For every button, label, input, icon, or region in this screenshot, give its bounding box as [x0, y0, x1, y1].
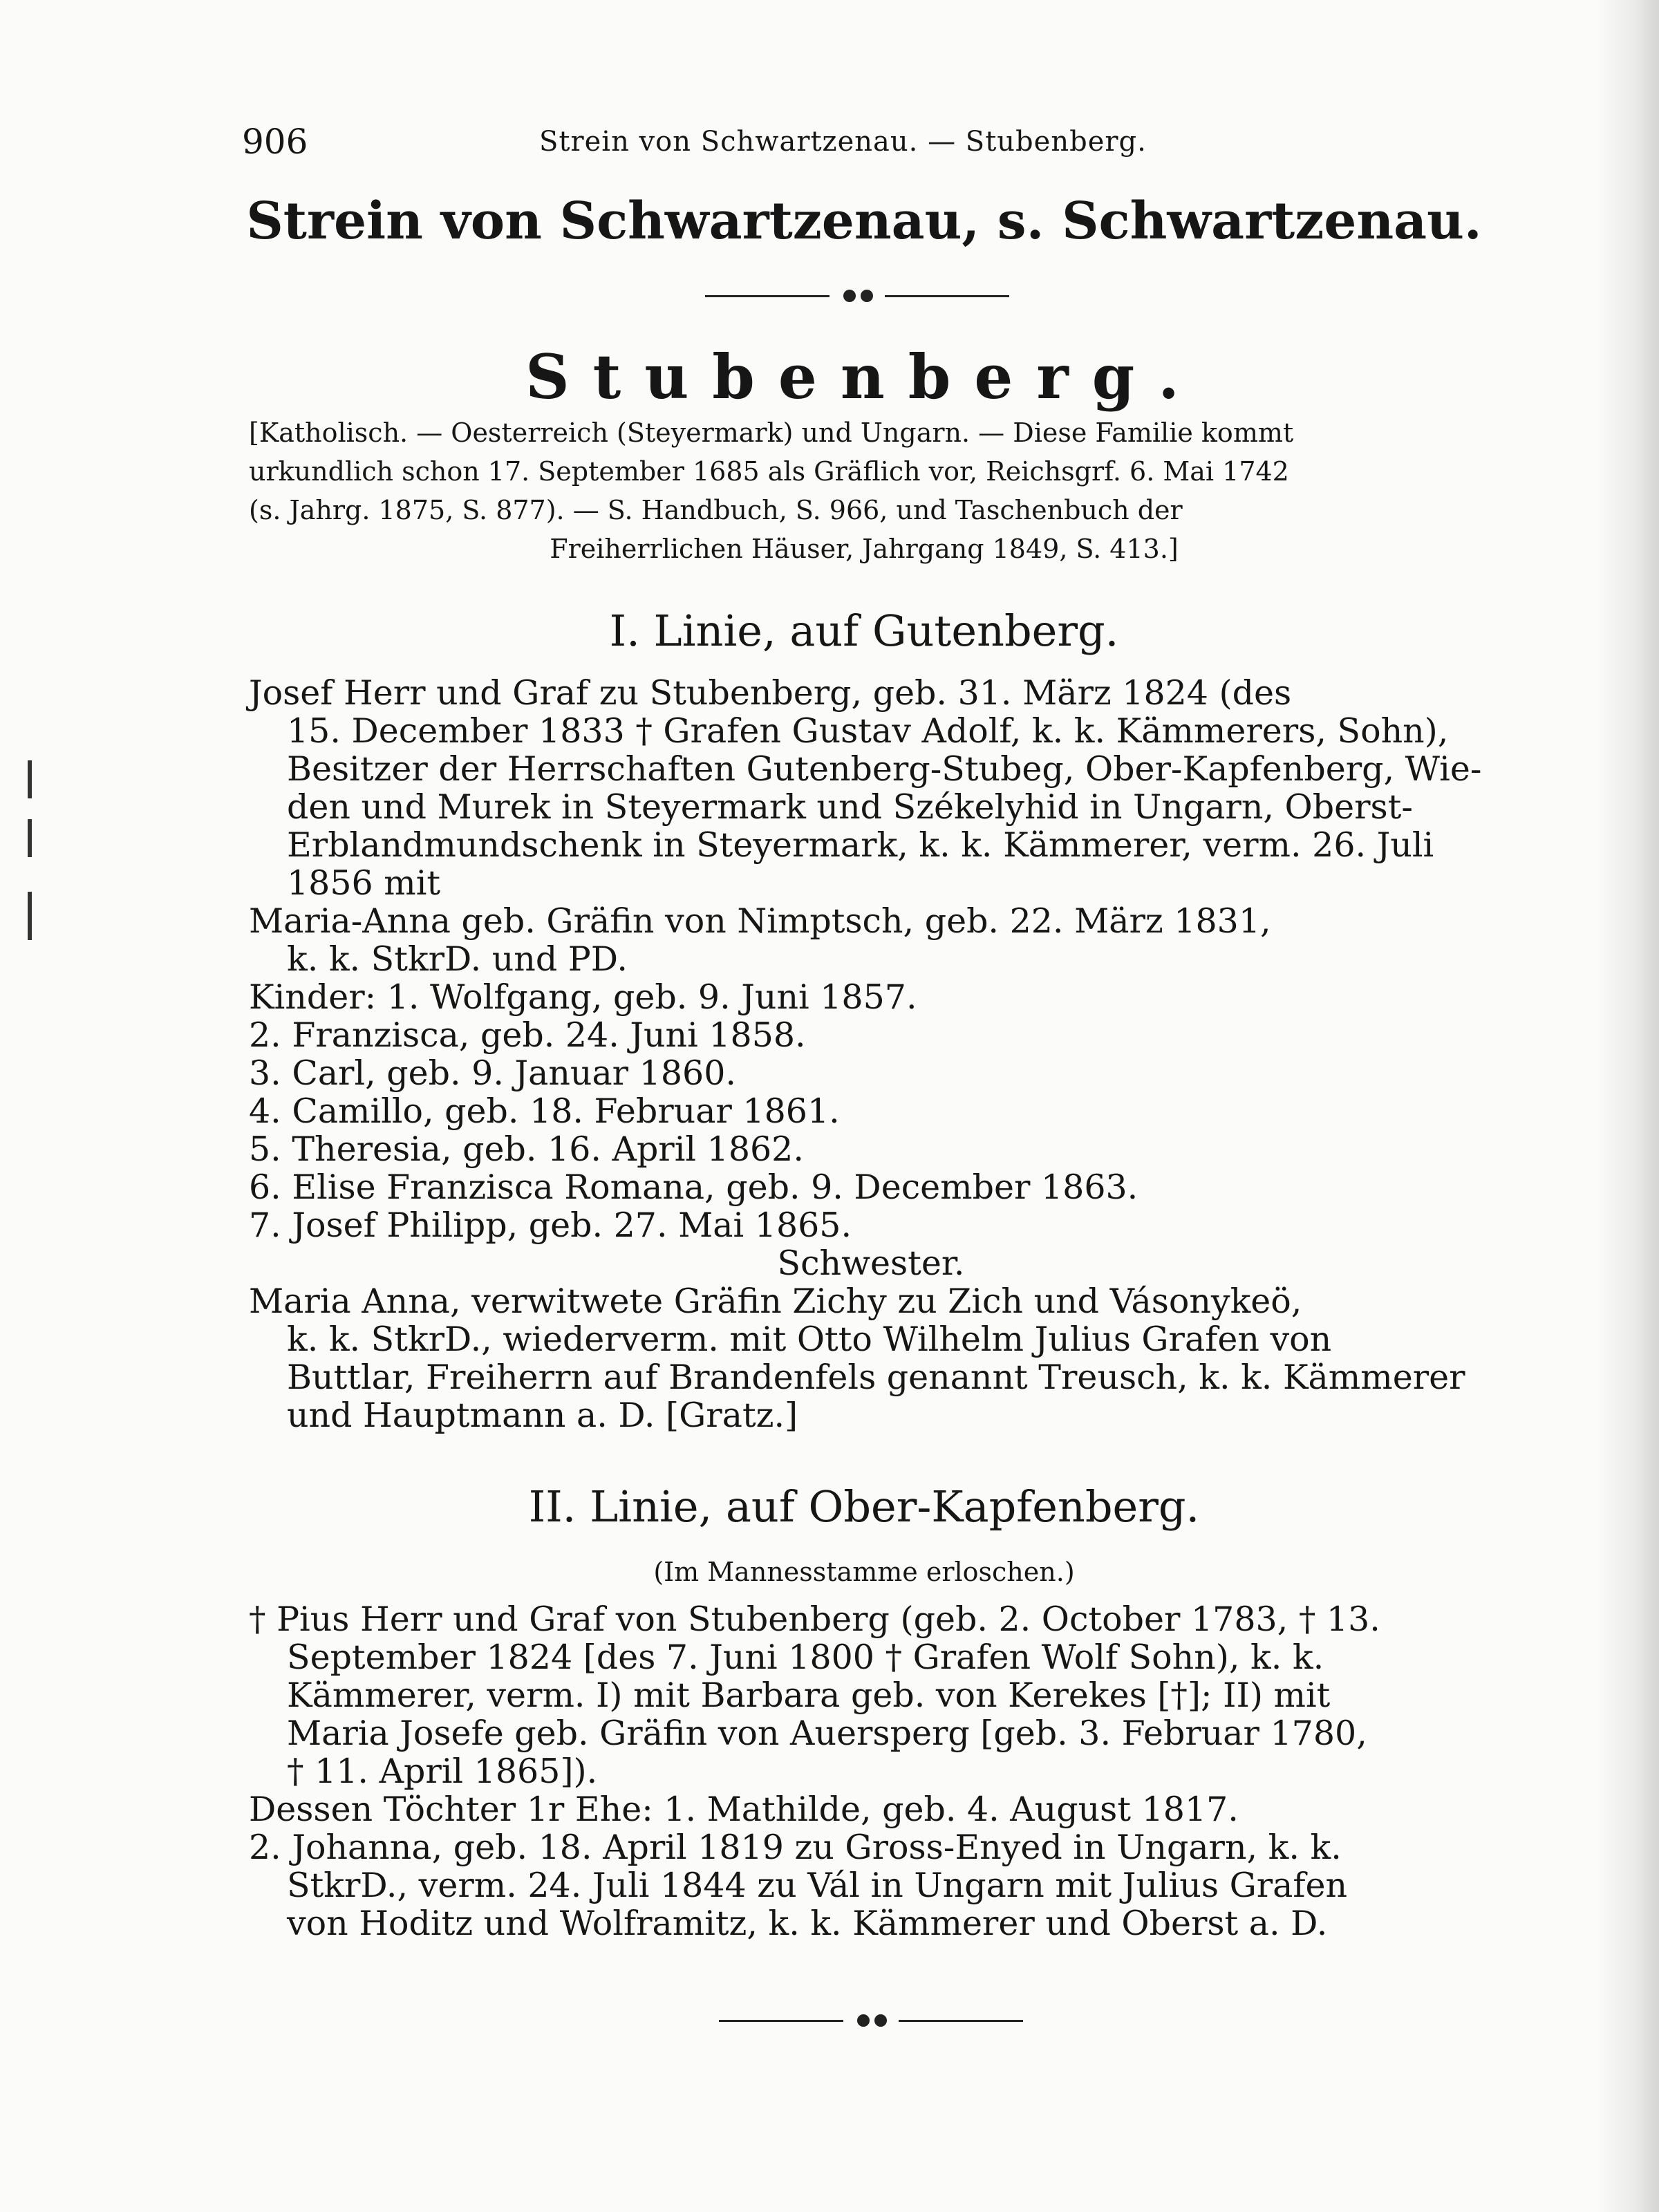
spouse-line: Maria-Anna geb. Gräfin von Nimptsch, geb. 22. März 1831,	[249, 901, 1271, 941]
sister-heading: Schwester.	[777, 1244, 965, 1283]
spouse-line: k. k. StkrD. und PD.	[287, 939, 628, 979]
entry-line: Besitzer der Herrschaften Gutenberg-Stubeg, Ober-Kapfenberg, Wie-	[287, 749, 1482, 789]
intro-line: urkundlich schon 17. September 1685 als Gräflich vor, Reichsgrf. 6. Mai 1742	[249, 456, 1289, 487]
entry-line: September 1824 [des 7. Juni 1800 † Grafen Wolf Sohn), k. k.	[287, 1638, 1324, 1677]
intro-line: [Katholisch. — Oesterreich (Steyermark) und Ungarn. — Diese Familie kommt	[249, 418, 1294, 448]
section-note: (Im Mannesstamme erloschen.)	[653, 1557, 1075, 1587]
margin-mark	[28, 819, 32, 857]
section-heading-ober-kapfenberg: II. Linie, auf Ober-Kapfenberg.	[528, 1481, 1200, 1532]
section-gutenberg-text	[249, 674, 1493, 1434]
entry-line: Josef Herr und Graf zu Stubenberg, geb. 31. März 1824 (des	[249, 673, 1292, 713]
intro-line: Freiherrlichen Häuser, Jahrgang 1849, S. 413.]	[550, 534, 1179, 564]
ornament-divider-bottom	[719, 2010, 1023, 2031]
daughter-line: von Hoditz und Wolframitz, k. k. Kämmerer und Oberst a. D.	[287, 1904, 1328, 1943]
sister-line: Maria Anna, verwitwete Gräfin Zichy zu Zich und Vásonykeö,	[249, 1282, 1302, 1321]
entry-line: Erblandmundschenk in Steyermark, k. k. Kämmerer, verm. 26. Juli	[287, 825, 1434, 865]
child-line: 3. Carl, geb. 9. Januar 1860.	[249, 1053, 736, 1093]
child-line: 5. Theresia, geb. 16. April 1862.	[249, 1130, 804, 1169]
margin-mark	[28, 892, 32, 940]
section-heading-gutenberg: I. Linie, auf Gutenberg.	[609, 606, 1119, 656]
sister-line: und Hauptmann a. D. [Gratz.]	[287, 1396, 798, 1435]
margin-mark	[28, 760, 32, 798]
child-line: 6. Elise Franzisca Romana, geb. 9. December 1863.	[249, 1168, 1138, 1207]
intro-line: (s. Jahrg. 1875, S. 877). — S. Handbuch, S. 966, und Taschenbuch der	[249, 495, 1183, 525]
child-line: 4. Camillo, geb. 18. Februar 1861.	[249, 1091, 840, 1131]
daughters-line: Dessen Töchter 1r Ehe: 1. Mathilde, geb. 4. August 1817.	[249, 1790, 1239, 1829]
family-title: Stubenberg.	[525, 341, 1203, 413]
cross-reference-title: Strein von Schwartzenau, s. Schwartzenau.	[246, 191, 1482, 251]
ornament-divider-top	[705, 285, 1009, 306]
entry-line: Kämmerer, verm. I) mit Barbara geb. von Kerekes [†]; II) mit	[287, 1676, 1331, 1715]
entry-line: † Pius Herr und Graf von Stubenberg (geb. 2. October 1783, † 13.	[249, 1600, 1380, 1639]
family-introduction	[249, 413, 1479, 568]
entry-line: 1856 mit	[287, 863, 441, 903]
sister-line: k. k. StkrD., wiederverm. mit Otto Wilhelm Julius Grafen von	[287, 1320, 1332, 1359]
page-header	[242, 118, 1175, 166]
page-number: 906	[242, 122, 308, 162]
sister-line: Buttlar, Freiherrn auf Brandenfels genannt Treusch, k. k. Kämmerer	[287, 1358, 1465, 1397]
daughter-line: StkrD., verm. 24. Juli 1844 zu Vál in Ungarn mit Julius Grafen	[287, 1866, 1348, 1905]
section-ober-kapfenberg-text	[249, 1600, 1493, 1942]
running-head: Strein von Schwartzenau. — Stubenberg.	[539, 126, 1147, 158]
entry-line: † 11. April 1865]).	[287, 1752, 598, 1791]
children-line: Kinder: 1. Wolfgang, geb. 9. Juni 1857.	[249, 977, 917, 1017]
entry-line: den und Murek in Steyermark und Székelyhid in Ungarn, Oberst-	[287, 787, 1413, 827]
entry-line: 15. December 1833 † Grafen Gustav Adolf, k. k. Kämmerers, Sohn),	[287, 711, 1449, 751]
child-line: 7. Josef Philipp, geb. 27. Mai 1865.	[249, 1206, 852, 1245]
child-line: 2. Franzisca, geb. 24. Juni 1858.	[249, 1015, 806, 1055]
page-edge-shadow	[1597, 0, 1659, 2212]
daughter-line: 2. Johanna, geb. 18. April 1819 zu Gross-Enyed in Ungarn, k. k.	[249, 1828, 1342, 1867]
entry-line: Maria Josefe geb. Gräfin von Auersperg [geb. 3. Februar 1780,	[287, 1714, 1367, 1753]
